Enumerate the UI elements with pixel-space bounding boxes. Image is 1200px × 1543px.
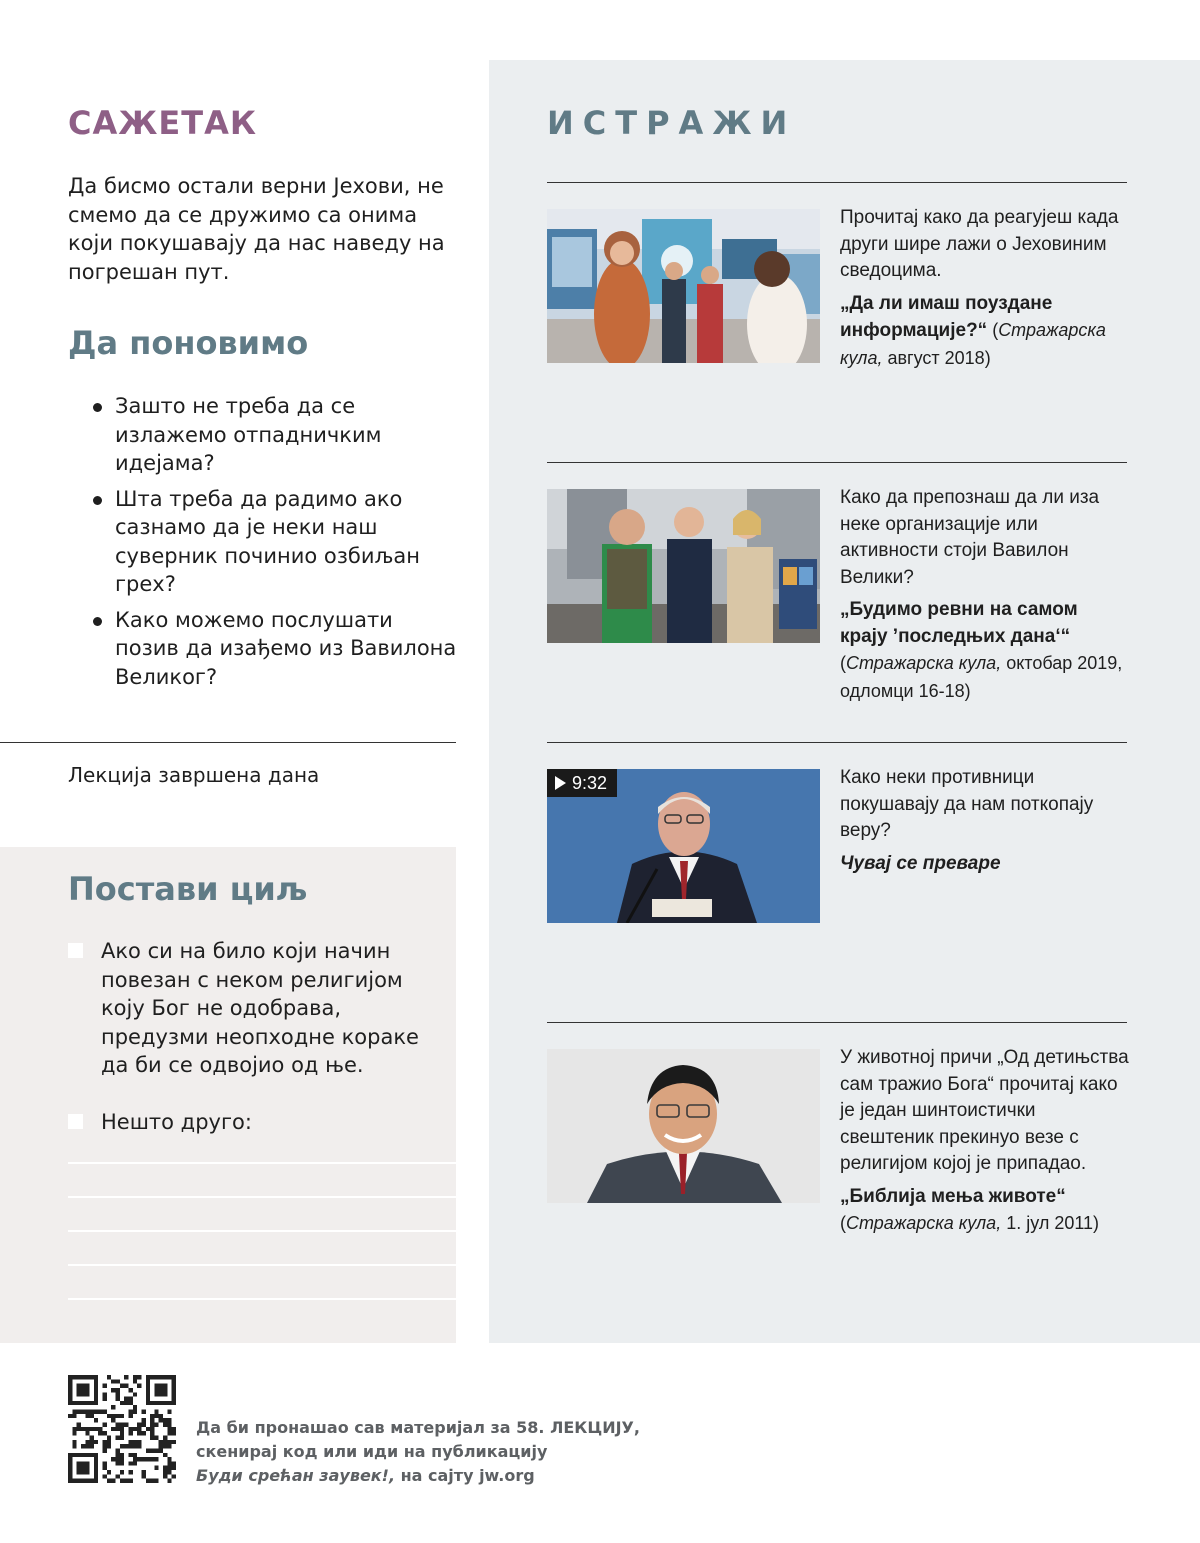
explore-question: У животној причи „Од детињства сам тражио Бога“ прочитај како је један шинтоистички свештеник прекинуо везе с религијом којој је припадао. — [840, 1047, 1129, 1174]
footer-site: на сајту jw.org — [395, 1466, 535, 1485]
goal-heading: Постави циљ — [68, 870, 308, 908]
ministry-photo — [547, 489, 820, 643]
explore-item-4 — [840, 1045, 1130, 1238]
qr-code[interactable] — [68, 1375, 176, 1483]
explore-question: Како да препознаш да ли иза неке организације или активности стоји Вавилон Велики? — [840, 487, 1100, 588]
explore-question: Прочитај како да реагујеш када други шире лажи о Јеховиним сведоцима. — [840, 207, 1119, 281]
video-title-link[interactable]: Чувај се преваре — [840, 852, 1001, 874]
writing-line[interactable] — [68, 1264, 456, 1266]
footer-note — [196, 1416, 640, 1488]
explore-item-1 — [840, 205, 1130, 372]
goal-checkbox[interactable] — [68, 943, 83, 958]
portrait-photo — [547, 1049, 820, 1203]
footer-line: скенирај код или иди на публикацију — [196, 1442, 548, 1461]
summary-heading: САЖЕТАК — [68, 104, 258, 142]
summary-text: Да бисмо остали верни Јехови, не смемо да се дружимо са онима који покушавају да нас наведу на погрешан пут. — [68, 174, 445, 284]
explore-item-3 — [840, 765, 1130, 877]
publication-title: Буди срећан заувек!, — [196, 1466, 396, 1485]
source-date: август 2018) — [882, 347, 991, 368]
explore-divider — [547, 182, 1127, 183]
article-title-link[interactable]: „Библија мења животе“ — [840, 1185, 1066, 1207]
video-duration: 9:32 — [572, 773, 608, 793]
explore-question: Како неки противници покушавају да нам поткопају веру? — [840, 767, 1094, 841]
article-image-portrait[interactable] — [547, 1049, 820, 1203]
video-thumbnail[interactable] — [547, 769, 820, 923]
goal-option-text: Ако си на било који начин повезан с неком религијом коју Бог не одобрава, предузми неопходне кораке да би се одвојио од ње. — [101, 939, 419, 1077]
source-paren: ( — [840, 653, 846, 673]
goal-panel — [0, 847, 456, 1343]
writing-line[interactable] — [68, 1162, 456, 1164]
goal-option-other[interactable] — [68, 1108, 451, 1137]
mall-illustration — [547, 209, 820, 363]
source-date: 1. јул 2011) — [1001, 1213, 1100, 1233]
article-image-mall[interactable] — [547, 209, 820, 363]
writing-line[interactable] — [68, 1196, 456, 1198]
source-date: октобар 2019, одломци 16-18) — [840, 653, 1123, 701]
source-paren: ( — [840, 1213, 846, 1233]
completion-line — [0, 742, 456, 743]
source-paren: ( — [987, 320, 999, 340]
article-title-link[interactable]: „Да ли имаш поуздане информације?“ — [840, 292, 1053, 341]
writing-line[interactable] — [68, 1230, 456, 1232]
writing-line[interactable] — [68, 1298, 456, 1300]
explore-divider — [547, 462, 1127, 463]
review-heading: Да поновимо — [68, 324, 309, 362]
review-item: Шта треба да радимо ако сазнамо да је неки наш суверник починио озбиљан грех? — [90, 485, 462, 599]
goal-option-text: Нешто друго: — [101, 1110, 252, 1134]
review-item: Како можемо послушати позив да изађемо из Вавилона Великог? — [90, 606, 462, 692]
qr-code-graphic — [68, 1375, 176, 1483]
goal-checkbox[interactable] — [68, 1114, 83, 1129]
lesson-completed-label: Лекција завршена дана — [68, 763, 320, 787]
explore-divider — [547, 1022, 1127, 1023]
explore-divider — [547, 742, 1127, 743]
source-publication: Стражарска кула, — [846, 653, 1002, 673]
play-icon — [555, 776, 566, 790]
goal-option-religion[interactable] — [68, 937, 451, 1080]
article-image-ministry[interactable] — [547, 489, 820, 643]
source-publication: Стражарска кула, — [846, 1213, 1002, 1233]
explore-item-2 — [840, 485, 1130, 705]
explore-heading: ИСТРАЖИ — [547, 104, 797, 142]
footer-line: Да би пронашао сав материјал за 58. ЛЕКЦИЈУ, — [196, 1418, 640, 1437]
review-list — [90, 392, 462, 698]
article-title-link[interactable]: „Будимо ревни на самом крају ’последњих дана‘“ — [840, 599, 1078, 647]
source-publication: Стражарска кула, — [840, 320, 1106, 368]
review-item: Зашто не треба да се излажемо отпадничким идејама? — [90, 392, 462, 478]
video-duration-badge — [547, 769, 617, 797]
